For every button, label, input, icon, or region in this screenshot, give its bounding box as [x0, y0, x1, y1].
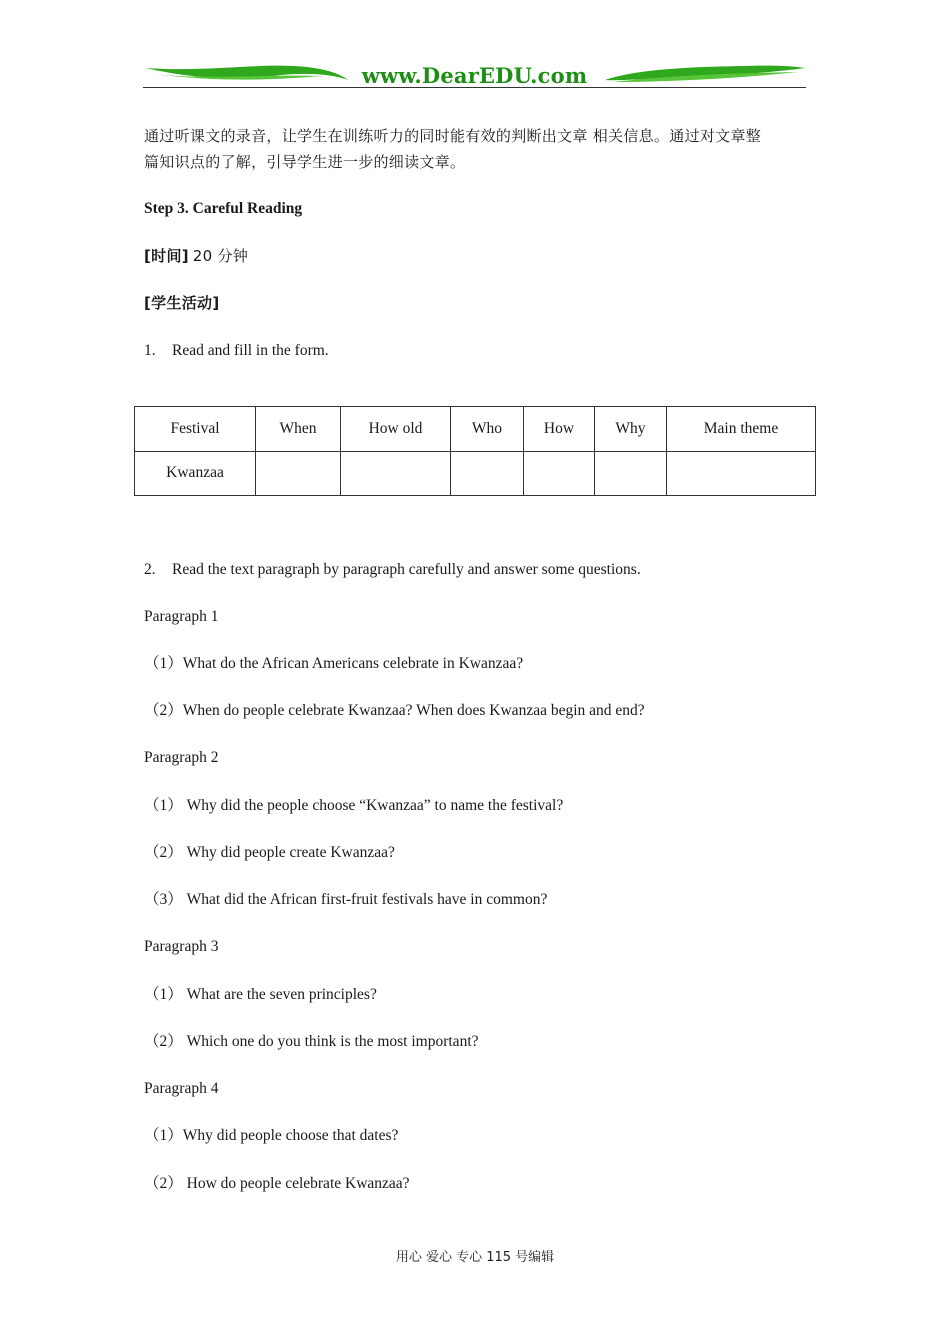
cell-who[interactable]	[451, 451, 524, 496]
cell-main-theme[interactable]	[667, 451, 816, 496]
header-who: Who	[451, 407, 524, 452]
task-2	[144, 560, 641, 580]
paragraph-4-question-1: （1）Why did people choose that dates?	[144, 1127, 399, 1144]
header-festival: Festival	[135, 407, 256, 452]
task-1-text: Read and fill in the form.	[172, 342, 329, 359]
paragraph-1-question-2: （2）When do people celebrate Kwanzaa? When does Kwanzaa begin and end?	[144, 702, 645, 719]
paragraph-2-question-2: （2） Why did people create Kwanzaa?	[144, 844, 395, 861]
cell-how[interactable]	[524, 451, 595, 496]
paragraph-4-question-2: （2） How do people celebrate Kwanzaa?	[144, 1175, 410, 1192]
activity-label: [学生活动]	[144, 294, 220, 312]
step-title: Step 3. Careful Reading	[144, 200, 303, 217]
intro-line-1: 通过听课文的录音，让学生在训练听力的同时能有效的判断出文章 相关信息。通过对文章整	[144, 127, 762, 145]
task-2-text: Read the text paragraph by paragraph carefully and answer some questions.	[172, 561, 641, 578]
paragraph-1-title: Paragraph 1	[144, 608, 219, 625]
header-how-old: How old	[341, 407, 451, 452]
header-why: Why	[595, 407, 667, 452]
intro-line-2: 篇知识点的了解，引导学生进一步的细读文章。	[144, 153, 466, 171]
paragraph-3-title: Paragraph 3	[144, 938, 219, 955]
time-value: 20 分钟	[192, 247, 249, 265]
header-when: When	[256, 407, 341, 452]
paragraph-2-title: Paragraph 2	[144, 749, 219, 766]
cell-why[interactable]	[595, 451, 667, 496]
site-logo[interactable]: www.DearEDU.com	[361, 63, 588, 88]
time-label: [时间]	[144, 247, 189, 265]
paragraph-4-title: Paragraph 4	[144, 1080, 219, 1097]
task-1-number: 1.	[144, 342, 156, 359]
form-row-kwanzaa	[135, 451, 816, 496]
paragraph-3-question-2: （2） Which one do you think is the most important?	[144, 1033, 479, 1050]
task-2-number: 2.	[144, 561, 156, 578]
cell-when[interactable]	[256, 451, 341, 496]
form-header-row	[135, 407, 816, 452]
cell-how-old[interactable]	[341, 451, 451, 496]
paragraph-2-question-1: （1） Why did the people choose “Kwanzaa” to name the festival?	[144, 797, 564, 814]
cell-festival: Kwanzaa	[135, 451, 256, 496]
page-footer: 用心 爱心 专心 115 号编辑	[395, 1250, 555, 1265]
fill-in-form	[134, 406, 816, 496]
header-divider	[143, 87, 806, 88]
header-how: How	[524, 407, 595, 452]
paragraph-1-question-1: （1）What do the African Americans celebrate in Kwanzaa?	[144, 655, 524, 672]
paragraph-2-question-3: （3） What did the African first-fruit festivals have in common?	[144, 891, 548, 908]
header-main-theme: Main theme	[667, 407, 816, 452]
paragraph-3-question-1: （1） What are the seven principles?	[144, 986, 377, 1003]
time-line	[144, 246, 248, 267]
task-1	[144, 341, 329, 361]
